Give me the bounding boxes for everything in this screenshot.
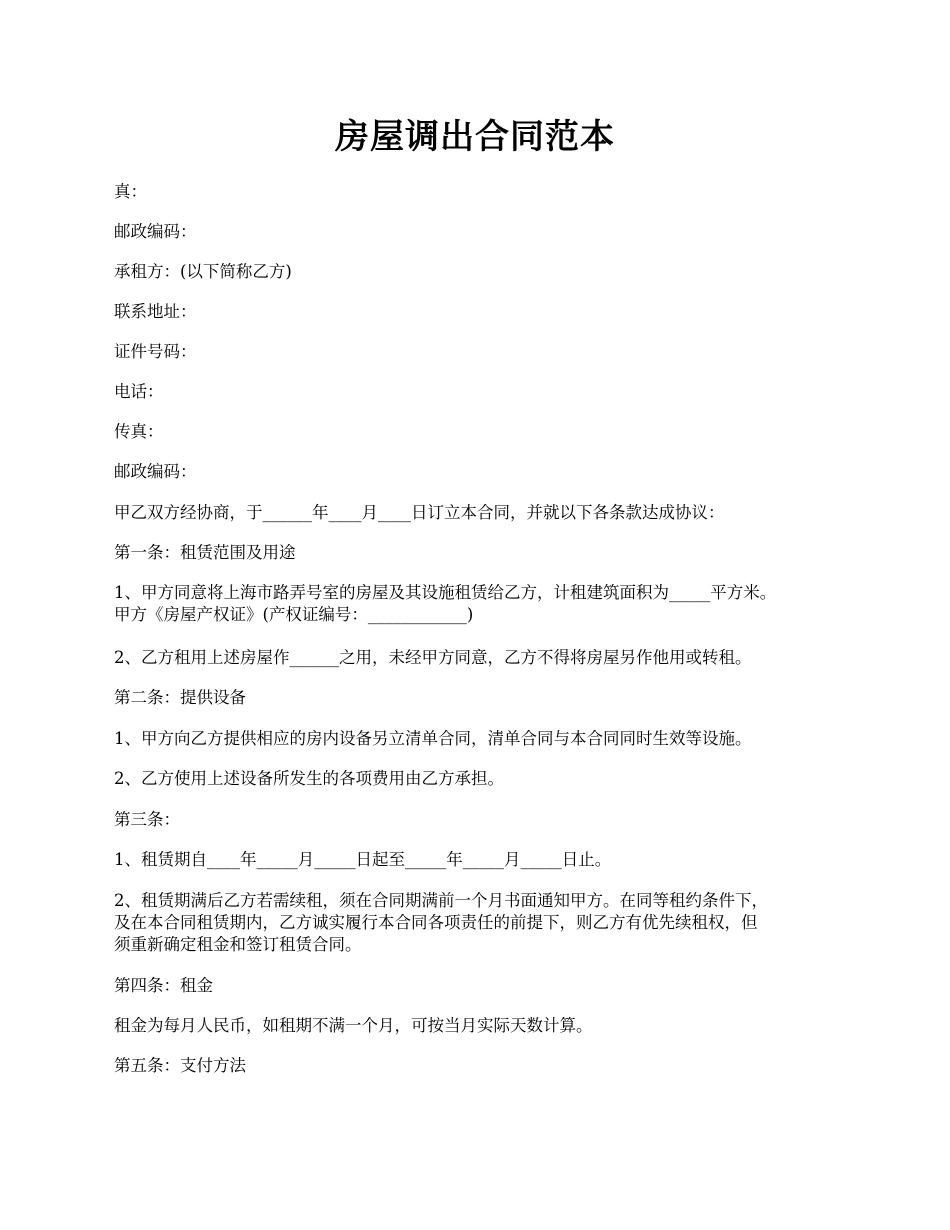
section-heading-article-5: 第五条：支付方法 [114, 1056, 246, 1075]
section-heading-article-1: 第一条：租赁范围及用途 [114, 543, 296, 562]
paragraph-article-2-item-2: 2、乙方使用上述设备所发生的各项费用由乙方承担。 [114, 769, 504, 788]
paragraph-fax: 传真： [114, 422, 164, 441]
paragraph-fax-party-a: 真： [114, 182, 147, 201]
paragraph-article-2-item-1: 1、甲方向乙方提供相应的房内设备另立清单合同，清单合同与本合同同时生效等设施。 [114, 729, 752, 748]
document-title: 房屋调出合同范本 [335, 117, 615, 157]
paragraph-phone: 电话： [114, 382, 164, 401]
paragraph-article-1-item-2: 2、乙方租用上述房屋作______之用，未经甲方同意，乙方不得将房屋另作他用或转租。 [114, 648, 752, 667]
section-heading-article-3: 第三条： [114, 810, 180, 829]
paragraph-agreement-intro: 甲乙双方经协商，于______年____月____日订立本合同，并就以下各条款达成协议： [114, 503, 725, 522]
paragraph-address: 联系地址： [114, 302, 197, 321]
paragraph-article-4-rent: 租金为每月人民币，如租期不满一个月，可按当月实际天数计算。 [114, 1016, 593, 1035]
paragraph-postcode: 邮政编码： [114, 462, 197, 481]
paragraph-article-1-item-1: 1、甲方同意将上海市路弄号室的房屋及其设施租赁给乙方，计租建筑面积为_____平方米。 甲方《房屋产权证》(产权证编号：____________) [114, 583, 777, 624]
paragraph-article-3-item-2: 2、租赁期满后乙方若需续租，须在合同期满前一个月书面通知甲方。在同等租约条件下， 及在本合同租赁期内，乙方诚实履行本合同各项责任的前提下，则乙方有优先续租权，但 须重新确定租金和签订租赁合同。 [114, 891, 768, 954]
paragraph-lessee: 承租方：(以下简称乙方) [114, 262, 292, 281]
paragraph-article-3-item-1: 1、租赁期自____年_____月_____日起至_____年_____月_____日止。 [114, 850, 612, 869]
paragraph-postcode-party-a: 邮政编码： [114, 222, 197, 241]
section-heading-article-4: 第四条：租金 [114, 976, 213, 995]
section-heading-article-2: 第二条：提供设备 [114, 688, 246, 707]
paragraph-id-number: 证件号码： [114, 342, 197, 361]
